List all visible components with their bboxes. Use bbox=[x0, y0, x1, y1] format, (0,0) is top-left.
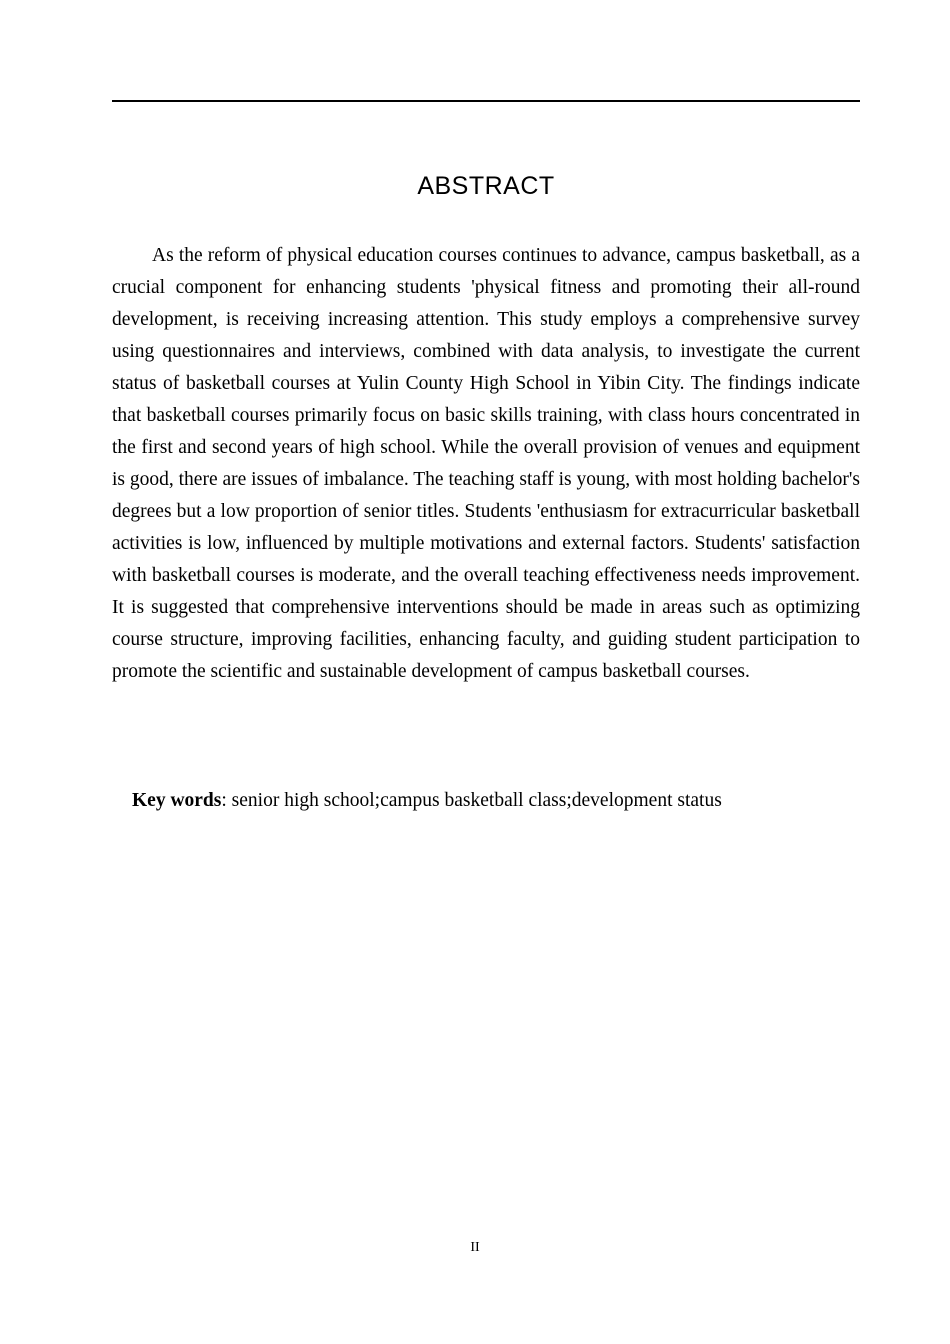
keywords-label: Key words bbox=[132, 790, 222, 811]
header-rule bbox=[112, 100, 860, 102]
keywords-separator: : bbox=[221, 790, 232, 811]
keywords-line bbox=[112, 785, 860, 817]
keywords-value: senior high school;campus basketball class;development status bbox=[231, 790, 722, 811]
page-title: ABSTRACT bbox=[417, 172, 555, 200]
abstract-paragraph: As the reform of physical education courses continues to advance, campus basketball, as a crucial component for enhancing students 'physical fitness and promoting their all-round development, is receiving increasing attention. This study employs a comprehensive survey using questionnaires and interviews, combined with data analysis, to investigate the current status of basketball courses at Yulin County High School in Yibin City. The findings indicate that basketball courses primarily focus on basic skills training, with class hours concentrated in the first and second years of high school. While the overall provision of venues and equipment is good, there are issues of imbalance. The teaching staff is young, with most holding bachelor's degrees but a low proportion of senior titles. Students 'enthusiasm for extracurricular basketball activities is low, influenced by multiple motivations and external factors. Students' satisfaction with basketball courses is moderate, and the overall teaching effectiveness needs improvement. It is suggested that comprehensive interventions should be made in areas such as optimizing course structure, improving facilities, enhancing faculty, and guiding student participation to promote the scientific and sustainable development of campus basketball courses. bbox=[112, 245, 860, 682]
page-number: II bbox=[470, 1240, 480, 1255]
